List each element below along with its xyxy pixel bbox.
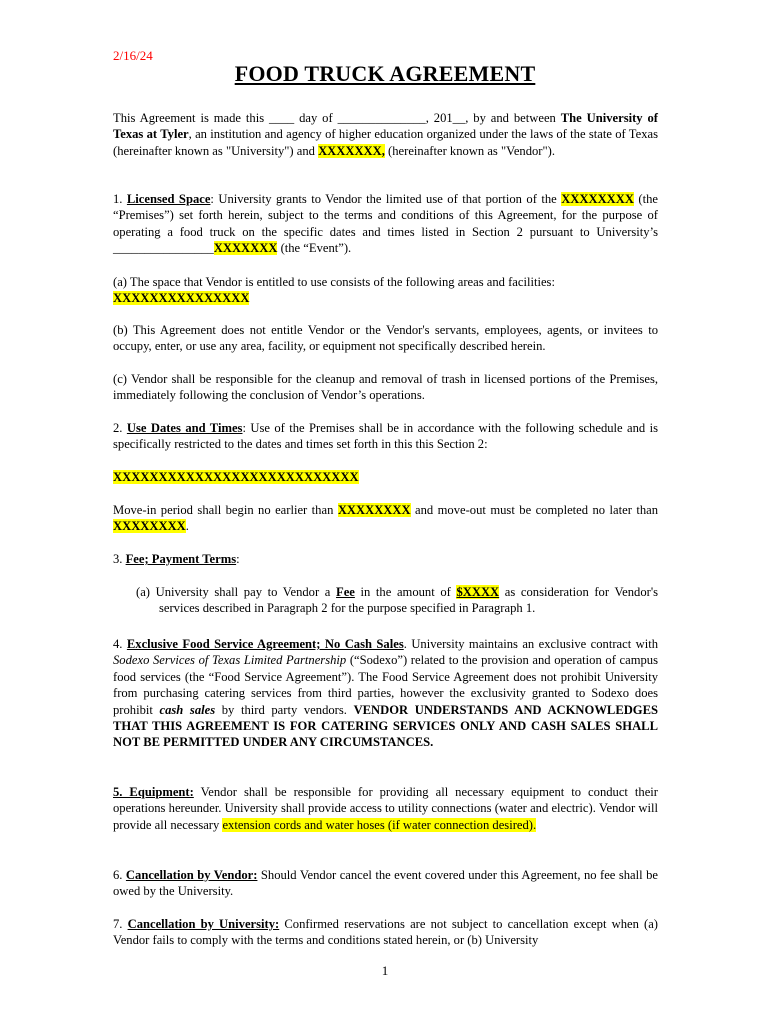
intro-text: This Agreement is made this ____ day of ______________, 201__, by and between [113, 111, 561, 125]
move-in-placeholder: XXXXXXXX [337, 503, 411, 517]
move-out-placeholder: XXXXXXXX [113, 519, 186, 534]
vendor-placeholder: XXXXXXX, [318, 143, 385, 158]
premises-placeholder: XXXXXXXX [561, 192, 634, 206]
fee-amount-placeholder: $XXXX [456, 585, 500, 599]
section-cancellation-vendor: 6. Cancellation by Vendor: Should Vendor cancel the event covered under this Agreement, no fee shall be owed by the University. [113, 868, 659, 899]
section-heading: Licensed Space [126, 192, 211, 206]
section-fee: 3. Fee; Payment Terms: [113, 552, 240, 566]
document-title: FOOD TRUCK AGREEMENT [234, 61, 536, 86]
areas-placeholder: XXXXXXXXXXXXXXX [113, 291, 250, 306]
equipment-highlight: extension cords and water hoses (if water connection desired). [222, 817, 537, 832]
company-name: Sodexo Services of Texas Limited Partnership [113, 653, 347, 668]
intro-text: (hereinafter known as "Vendor"). [384, 143, 555, 158]
section-heading: 5. Equipment: [113, 785, 194, 799]
section-1c: (c) Vendor shall be responsible for the cleanup and removal of trash in licensed portions of the Premises, immediately following the conclusion of Vendor’s operations. [113, 372, 658, 403]
schedule-placeholder: XXXXXXXXXXXXXXXXXXXXXXXXXXX [113, 470, 359, 484]
schedule-placeholder-line [113, 469, 658, 485]
section-heading: Cancellation by Vendor: [125, 868, 258, 882]
page-number: 1 [381, 963, 389, 978]
event-placeholder: XXXXXXX [213, 241, 278, 256]
cash-sales-term: cash sales [159, 702, 216, 717]
section-licensed-space: 1. Licensed Space: University grants to Vendor the limited use of that portion of the XXXXXXXX (the “Premises”) set forth herein, subject to the terms and conditions of this Agreement, for the purpose of operating a food truck on the specific dates and times listed in Section 2 pursuant to University’s ________________XXXXXXX (the “Event”). [113, 192, 659, 256]
section-heading: Exclusive Food Service Agreement; No Cash Sales [126, 637, 404, 651]
section-1b: (b) This Agreement does not entitle Vendor or the Vendor's servants, employees, agents, or invitees to occupy, enter, or use any area, facility, or equipment not specifically described herein. [113, 323, 658, 354]
section-cancellation-university: 7. Cancellation by University: Confirmed reservations are not subject to cancellation except when (a) Vendor fails to comply with the terms and conditions stated herein, or (b) University [113, 917, 658, 948]
section-exclusive-food-service: 4. Exclusive Food Service Agreement; No Cash Sales. University maintains an exclusive contract with Sodexo Services of Texas Limited Partnership (“Sodexo”) related to the provision and operation of campus food services (the “Food Service Agreement”). The Food Service Agreement does not prohibit University from purchasing catering services from third parties, however the exclusivity granted to Sodexo does prohibit cash sales by third party vendors. VENDOR UNDERSTANDS AND ACKNOWLEDGES THAT THIS AGREEMENT IS FOR CATERING SERVICES ONLY AND CASH SALES SHALL NOT BE PERMITTED UNDER ANY CIRCUMSTANCES. [113, 637, 659, 750]
party-university: The University of Texas at Tyler [113, 111, 658, 142]
vendor-acknowledgement: VENDOR UNDERSTANDS AND ACKNOWLEDGES THAT THIS AGREEMENT IS FOR CATERING SERVICES ONLY AND CASH SALES SHALL NOT BE PERMITTED UNDER ANY CIRCUMSTANCES. [113, 702, 659, 750]
section-heading: Cancellation by University: [127, 917, 280, 931]
section-use-dates: 2. Use Dates and Times: Use of the Premises shall be in accordance with the following schedule and is specifically restricted to the dates and times set forth in this this Section 2: [113, 421, 659, 452]
section-heading: Fee; Payment Terms [125, 552, 237, 566]
intro-paragraph [113, 110, 658, 159]
fee-term: Fee [336, 585, 355, 599]
section-1a: (a) The space that Vendor is entitled to use consists of the following areas and facilities: XXXXXXXXXXXXXXX [113, 275, 555, 306]
move-in-paragraph: Move-in period shall begin no earlier than XXXXXXXX and move-out must be completed no later than XXXXXXXX. [113, 503, 659, 534]
section-3a: (a) University shall pay to Vendor a Fee in the amount of $XXXX as consideration for Vendor's services described in Paragraph 2 for the purpose specified in Paragraph 1. [136, 585, 658, 616]
section-heading: Use Dates and Times [126, 421, 243, 435]
document-date: 2/16/24 [113, 48, 153, 63]
section-equipment: 5. Equipment: Vendor shall be responsible for providing all necessary equipment to conduct their operations hereunder. University shall provide access to utility connections (water and electric). Vendor will provide all necessary extension cords and water hoses (if water connection desired). [113, 785, 658, 832]
intro-text: , an institution and agency of higher education organized under the laws of the state of Texas (hereinafter known as "University") and [113, 127, 658, 158]
